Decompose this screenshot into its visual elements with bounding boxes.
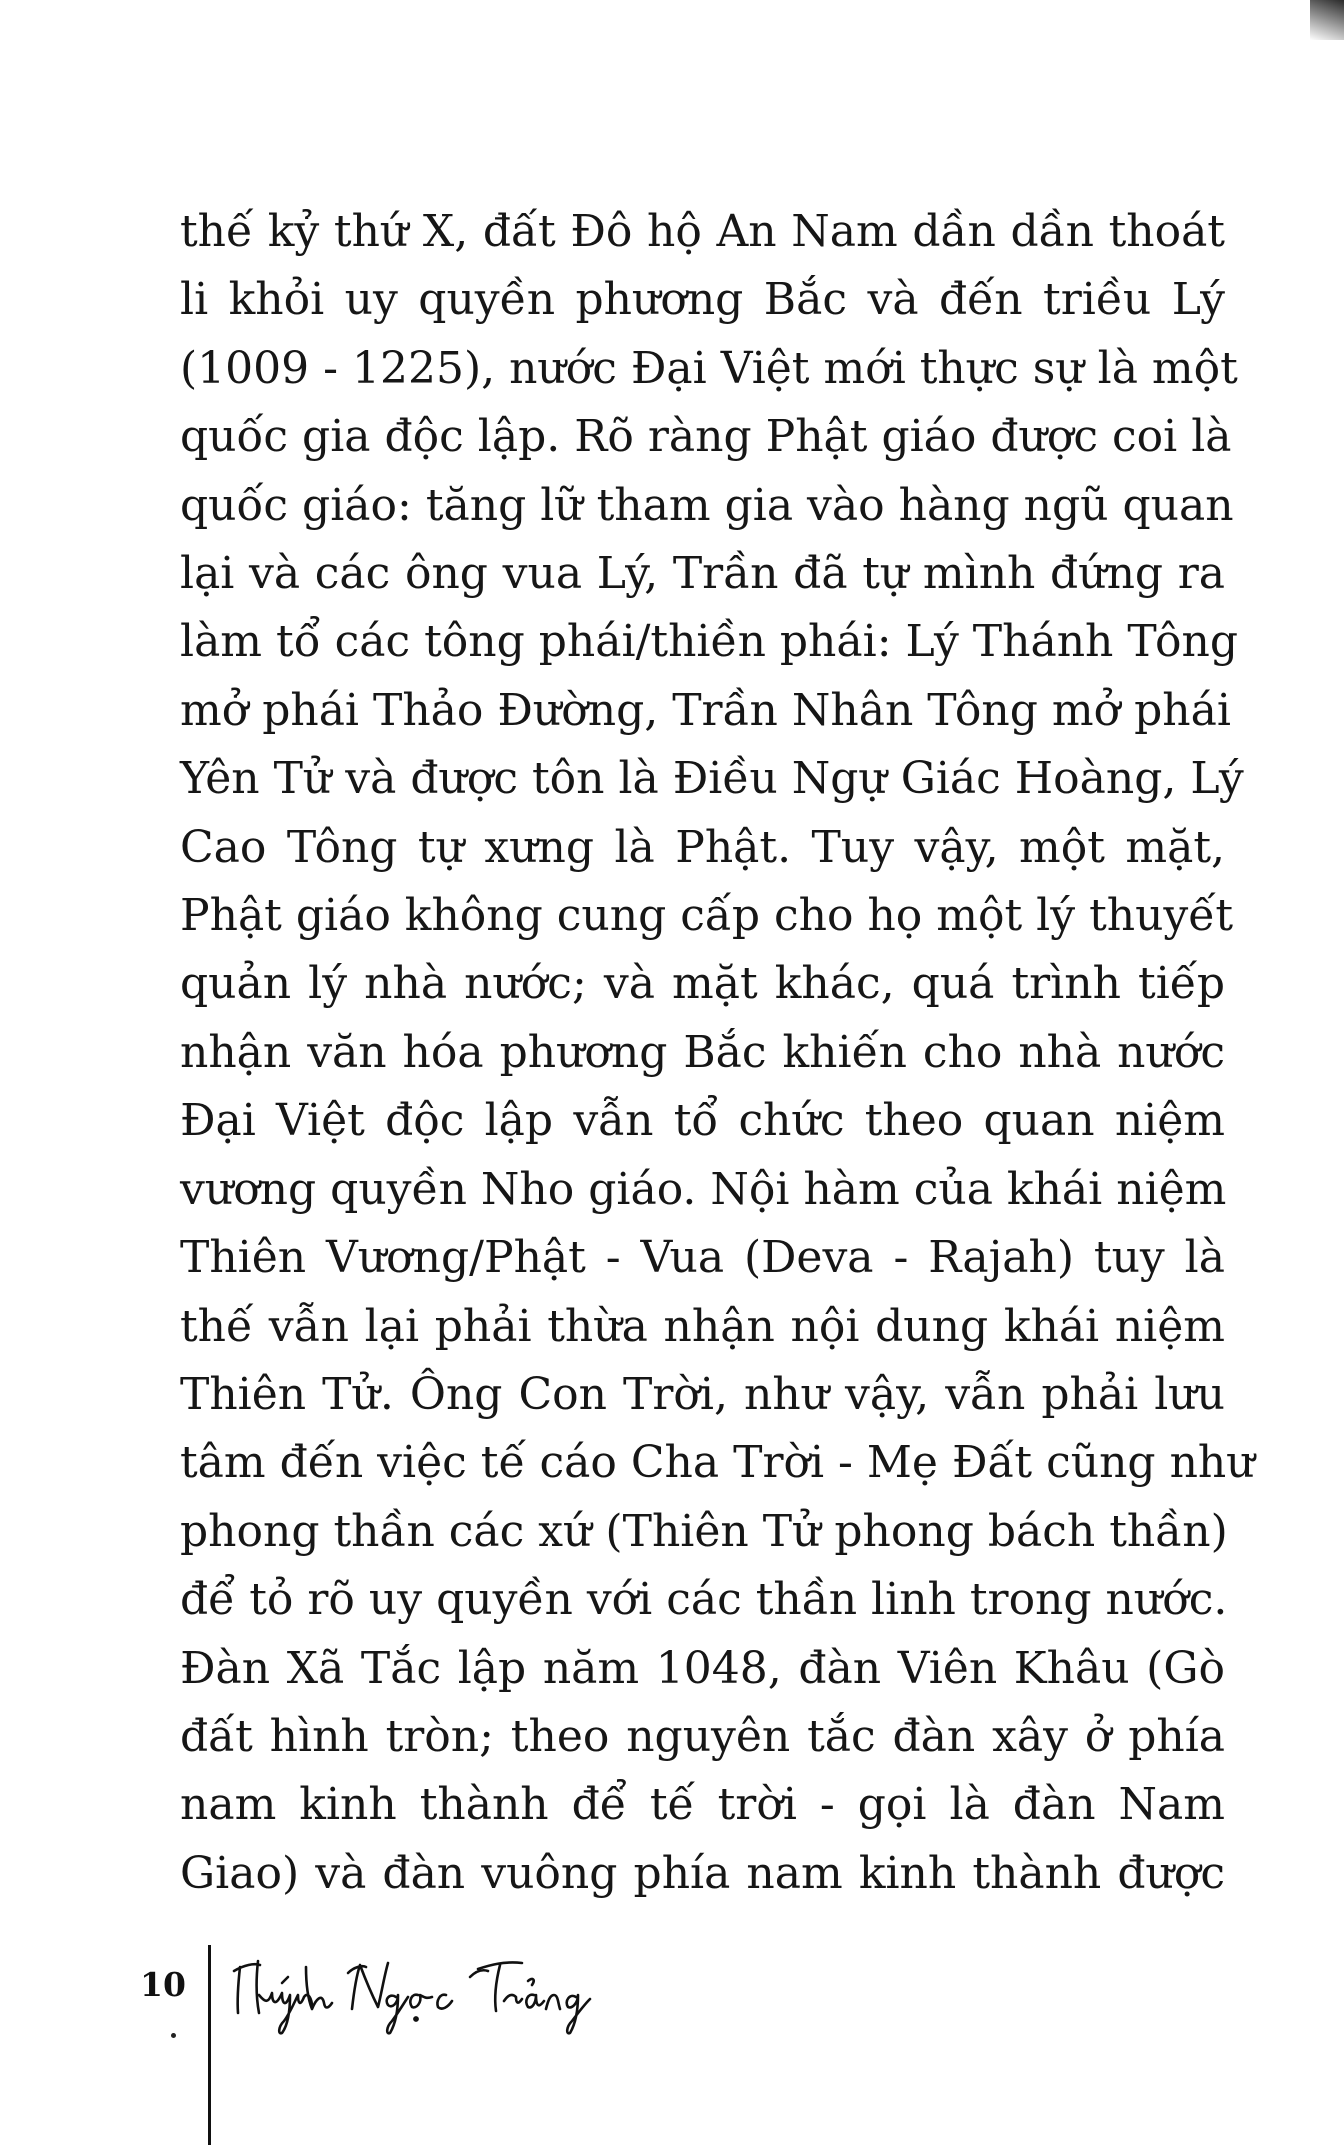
text-line: Phật giáo không cung cấp cho họ một lý thuyết (180, 890, 1234, 942)
body-text (180, 198, 1255, 1908)
page-edge-shadow (1310, 0, 1344, 40)
text-line: lại và các ông vua Lý, Trần đã tự mình đứng ra (180, 548, 1225, 600)
text-line: li khỏi uy quyền phương Bắc và đến triều Lý (180, 274, 1225, 326)
text-line: quản lý nhà nước; và mặt khác, quá trình tiếp (180, 958, 1225, 1010)
text-line: Yên Tử và được tôn là Điều Ngự Giác Hoàng, Lý (180, 753, 1244, 805)
text-line: mở phái Thảo Đường, Trần Nhân Tông mở phái (180, 684, 1231, 736)
author-signature-icon (232, 1947, 612, 2037)
text-line: Giao) và đàn vuông phía nam kinh thành được (180, 1847, 1225, 1899)
page-footer (0, 1935, 1344, 2144)
text-line: Đại Việt độc lập vẫn tổ chức theo quan niệm (180, 1095, 1225, 1147)
text-line: làm tổ các tông phái/thiền phái: Lý Thánh Tông (180, 616, 1239, 668)
text-line: Đàn Xã Tắc lập năm 1048, đàn Viên Khâu (Gò (180, 1642, 1225, 1694)
page-number: 10 (140, 1965, 186, 2004)
text-line: quốc gia độc lập. Rõ ràng Phật giáo được coi là (180, 411, 1232, 463)
text-line: vương quyền Nho giáo. Nội hàm của khái niệm (180, 1163, 1227, 1215)
text-line: Thiên Vương/Phật - Vua (Deva - Rajah) tuy là (180, 1232, 1225, 1284)
text-line: Thiên Tử. Ông Con Trời, như vậy, vẫn phải lưu (180, 1368, 1225, 1420)
footer-dot (171, 2033, 176, 2038)
text-line: thế kỷ thứ X, đất Đô hộ An Nam dần dần thoát (180, 206, 1225, 257)
text-line: Cao Tông tự xưng là Phật. Tuy vậy, một mặt, (180, 821, 1225, 873)
text-line: thế vẫn lại phải thừa nhận nội dung khái niệm (180, 1300, 1225, 1352)
text-line: quốc giáo: tăng lữ tham gia vào hàng ngũ quan (180, 479, 1234, 531)
text-line: để tỏ rõ uy quyền với các thần linh trong nước. (180, 1574, 1228, 1626)
text-line: nhận văn hóa phương Bắc khiến cho nhà nước (180, 1026, 1225, 1078)
text-line: (1009 - 1225), nước Đại Việt mới thực sự là một (180, 342, 1238, 394)
text-line: phong thần các xứ (Thiên Tử phong bách thần) (180, 1505, 1228, 1557)
text-line: đất hình tròn; theo nguyên tắc đàn xây ở phía (180, 1710, 1225, 1762)
footer-divider (208, 1945, 211, 2145)
text-line: tâm đến việc tế cáo Cha Trời - Mẹ Đất cũng như (180, 1437, 1255, 1489)
text-line: nam kinh thành để tế trời - gọi là đàn Nam (180, 1779, 1225, 1831)
